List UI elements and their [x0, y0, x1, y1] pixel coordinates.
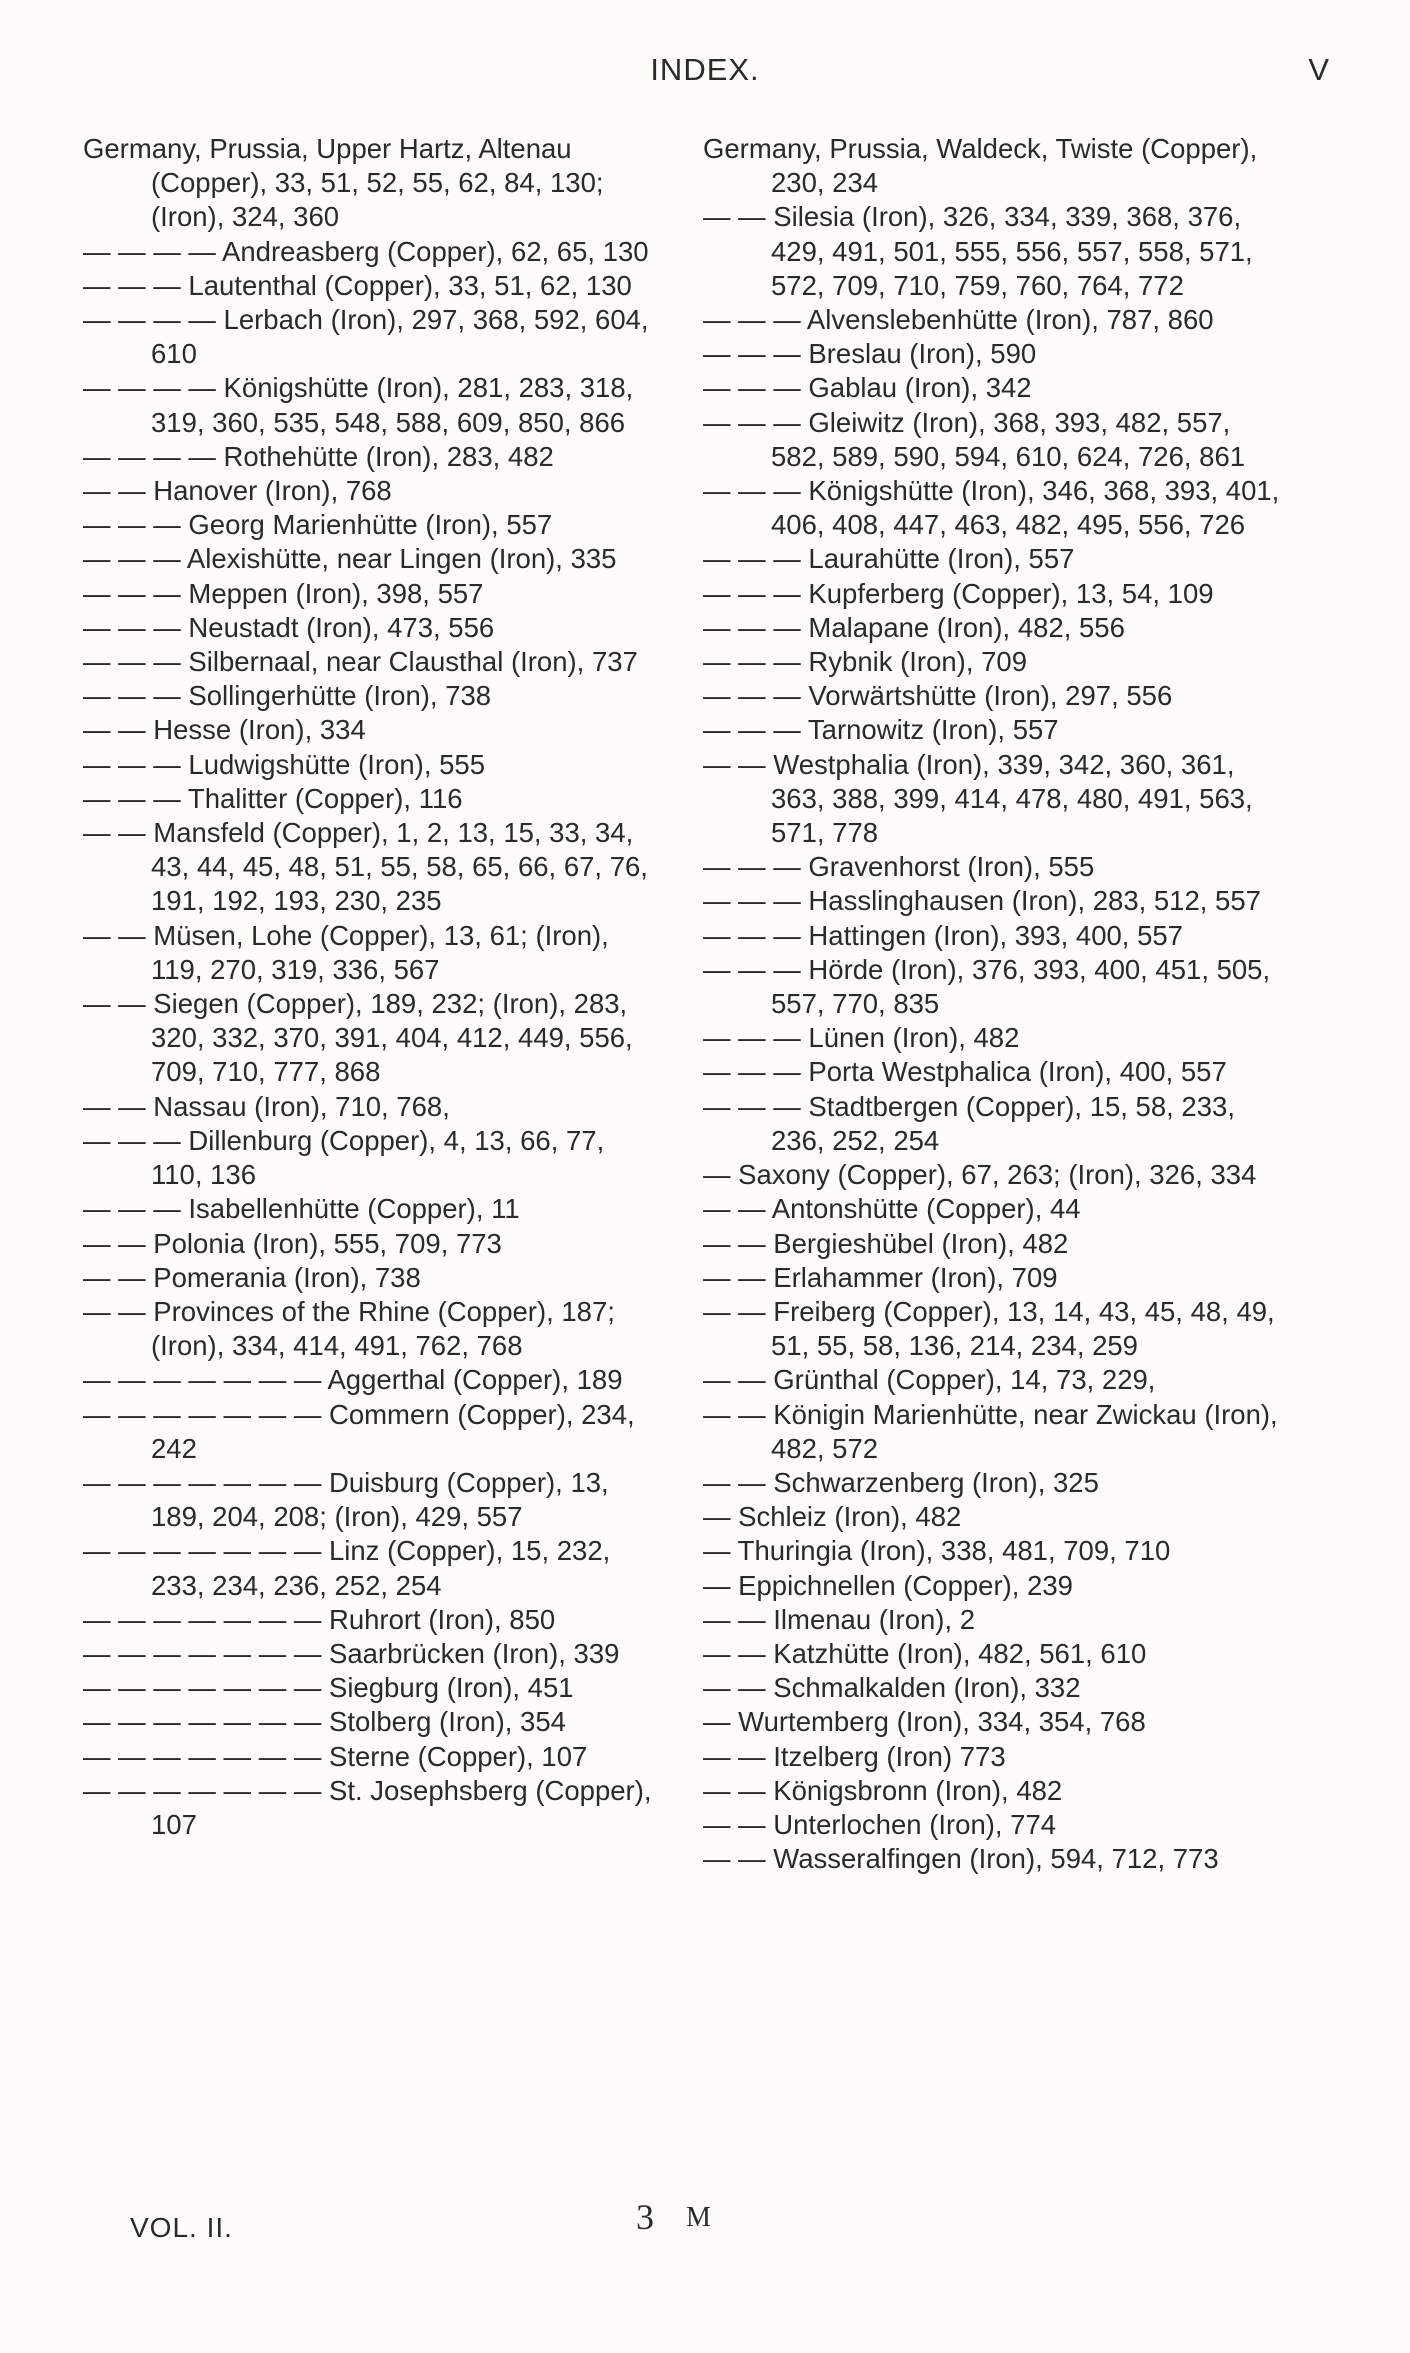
index-entry: — — Katzhütte (Iron), 482, 561, 610: [703, 1637, 1147, 1669]
index-entry: — — — Georg Marienhütte (Iron), 557: [83, 509, 553, 541]
index-entry: — — — Vorwärtshütte (Iron), 297, 556: [703, 680, 1173, 712]
index-entry: — — — — Rothehütte (Iron), 283, 482: [83, 440, 554, 472]
index-entry: — — — Silbernaal, near Clausthal (Iron), 737: [83, 646, 638, 678]
index-column-right: [703, 132, 1283, 1876]
index-entry: — — Mansfeld (Copper), 1, 2, 13, 15, 33, 34, 43, 44, 45, 48, 51, 55, 58, 65, 66, 67, 76, 191, 192, 193, 230, 235: [83, 817, 648, 917]
index-entry: — — Müsen, Lohe (Copper), 13, 61; (Iron), 119, 270, 319, 336, 567: [83, 919, 609, 985]
index-entry: — — — Hörde (Iron), 376, 393, 400, 451, 505, 557, 770, 835: [703, 953, 1271, 1020]
index-entry: — — Unterlochen (Iron), 774: [703, 1808, 1057, 1840]
index-entry: — — — Thalitter (Copper), 116: [83, 782, 463, 814]
index-entry: — — — Gleiwitz (Iron), 368, 393, 482, 557, 582, 589, 590, 594, 610, 624, 726, 861: [703, 406, 1246, 472]
index-entry: — — — Kupferberg (Copper), 13, 54, 109: [703, 577, 1214, 609]
index-entry: — — Königin Marienhütte, near Zwickau (Iron), 482, 572: [703, 1398, 1278, 1464]
index-entry: — — Schmalkalden (Iron), 332: [703, 1672, 1081, 1704]
index-entry: — Thuringia (Iron), 338, 481, 709, 710: [703, 1535, 1171, 1567]
index-entry: — — — Isabellenhütte (Copper), 11: [83, 1193, 520, 1225]
index-entry: — — Silesia (Iron), 326, 334, 339, 368, 376, 429, 491, 501, 555, 556, 557, 558, 571, 572, 709, 710, 759, 760, 764, 772: [703, 201, 1253, 301]
index-entry: — — Westphalia (Iron), 339, 342, 360, 361, 363, 388, 399, 414, 478, 480, 491, 563, 571, 778: [703, 748, 1253, 849]
index-entry: — — — Meppen (Iron), 398, 557: [83, 577, 484, 609]
index-entry: — — Nassau (Iron), 710, 768,: [83, 1090, 450, 1122]
index-entry: — — Ilmenau (Iron), 2: [703, 1603, 976, 1635]
index-entry: — — — Ludwigshütte (Iron), 555: [83, 748, 485, 780]
index-entry: — — — Tarnowitz (Iron), 557: [703, 714, 1059, 746]
index-entry: — — — — — — — Commern (Copper), 234, 242: [83, 1398, 635, 1464]
index-entry: — — — Sollingerhütte (Iron), 738: [83, 680, 492, 712]
index-entry: — — — — — — — Sterne (Copper), 107: [83, 1740, 588, 1772]
index-entry: — — Polonia (Iron), 555, 709, 773: [83, 1227, 502, 1259]
index-entry: — — Bergieshübel (Iron), 482: [703, 1227, 1069, 1259]
index-entry: — — — Hattingen (Iron), 393, 400, 557: [703, 919, 1183, 951]
volume-label: VOL. II.: [130, 2212, 233, 2243]
page-number: V: [1308, 52, 1330, 87]
index-entry: — — — — Lerbach (Iron), 297, 368, 592, 604, 610: [83, 304, 649, 370]
index-entry: — — Erlahammer (Iron), 709: [703, 1261, 1058, 1293]
index-entry: — — Hesse (Iron), 334: [83, 714, 366, 746]
index-entry: — — Siegen (Copper), 189, 232; (Iron), 283, 320, 332, 370, 391, 404, 412, 449, 556, 709, 710, 777, 868: [83, 988, 633, 1088]
page-footer: [0, 2197, 1410, 2262]
index-entry: — — — — — — — St. Josephsberg (Copper), 107: [83, 1774, 652, 1840]
index-entry: — — — — — — — Stolberg (Iron), 354: [83, 1706, 566, 1738]
index-entry: — — — Gablau (Iron), 342: [703, 372, 1032, 404]
index-entry: — — — Porta Westphalica (Iron), 400, 557: [703, 1056, 1227, 1088]
index-entry: — — — Laurahütte (Iron), 557: [703, 543, 1075, 575]
index-entry: — — — — Königshütte (Iron), 281, 283, 318, 319, 360, 535, 548, 588, 609, 850, 866: [83, 372, 634, 438]
index-entry: — — — — — — — Siegburg (Iron), 451: [83, 1672, 574, 1704]
index-entry: — — — Alexishütte, near Lingen (Iron), 335: [83, 543, 617, 575]
index-entry: — — — Königshütte (Iron), 346, 368, 393, 401, 406, 408, 447, 463, 482, 495, 556, 726: [703, 475, 1280, 541]
index-entry: — — — Hasslinghausen (Iron), 283, 512, 557: [703, 885, 1261, 917]
index-entry: — Wurtemberg (Iron), 334, 354, 768: [703, 1706, 1146, 1738]
index-entry: — — Schwarzenberg (Iron), 325: [703, 1466, 1099, 1498]
running-head: [0, 52, 1410, 102]
index-entry: — — — — — — — Duisburg (Copper), 13, 189, 204, 208; (Iron), 429, 557: [83, 1466, 609, 1533]
index-entry: — — Königsbronn (Iron), 482: [703, 1774, 1063, 1806]
index-entry: — — — Dillenburg (Copper), 4, 13, 66, 77, 110, 136: [83, 1124, 605, 1191]
index-entry: — — Freiberg (Copper), 13, 14, 43, 45, 48, 49, 51, 55, 58, 136, 214, 234, 259: [703, 1295, 1275, 1362]
index-entry: — — Provinces of the Rhine (Copper), 187; (Iron), 334, 414, 491, 762, 768: [83, 1295, 615, 1362]
index-entry: — — — Alvenslebenhütte (Iron), 787, 860: [703, 304, 1214, 336]
index-entry: — — Itzelberg (Iron) 773: [703, 1740, 1006, 1772]
index-column-left: [83, 132, 658, 1842]
index-entry: — — — Lautenthal (Copper), 33, 51, 62, 130: [83, 269, 632, 301]
signature-mark: M: [686, 2202, 711, 2233]
index-entry: — — — Malapane (Iron), 482, 556: [703, 611, 1125, 643]
index-entry: — — Pomerania (Iron), 738: [83, 1261, 421, 1293]
index-entry: — — — Stadtbergen (Copper), 15, 58, 233, 236, 252, 254: [703, 1090, 1235, 1156]
index-entry: — — — — — — — Linz (Copper), 15, 232, 233, 234, 236, 252, 254: [83, 1535, 611, 1601]
index-entry: — — Grünthal (Copper), 14, 73, 229,: [703, 1364, 1156, 1396]
index-entry: Germany, Prussia, Upper Hartz, Altenau (Copper), 33, 51, 52, 55, 62, 84, 130; (Iron), 324, 360: [83, 133, 604, 233]
index-entry: — — — Neustadt (Iron), 473, 556: [83, 611, 495, 643]
index-entry: — Saxony (Copper), 67, 263; (Iron), 326, 334: [703, 1159, 1257, 1191]
index-entry: — — — — — — — Ruhrort (Iron), 850: [83, 1603, 556, 1635]
index-entry: — — — Gravenhorst (Iron), 555: [703, 851, 1095, 883]
index-entry: — — — — Andreasberg (Copper), 62, 65, 130: [83, 235, 649, 267]
index-entry: — Eppichnellen (Copper), 239: [703, 1569, 1073, 1601]
index-entry: Germany, Prussia, Waldeck, Twiste (Copper), 230, 234: [703, 133, 1258, 199]
index-entry: — — — Rybnik (Iron), 709: [703, 646, 1027, 678]
index-entry: — — Antonshütte (Copper), 44: [703, 1193, 1081, 1225]
index-entry: — — — Lünen (Iron), 482: [703, 1022, 1020, 1054]
index-entry: — — Wasseralfingen (Iron), 594, 712, 773: [703, 1843, 1219, 1875]
index-entry: — — — — — — — Saarbrücken (Iron), 339: [83, 1637, 620, 1669]
index-entry: — Schleiz (Iron), 482: [703, 1501, 962, 1533]
signature-number: 3: [636, 2197, 654, 2237]
index-entry: — — — — — — — Aggerthal (Copper), 189: [83, 1364, 623, 1396]
index-entry: — — Hanover (Iron), 768: [83, 475, 392, 507]
page-title: INDEX.: [650, 52, 760, 87]
index-entry: — — — Breslau (Iron), 590: [703, 338, 1037, 370]
